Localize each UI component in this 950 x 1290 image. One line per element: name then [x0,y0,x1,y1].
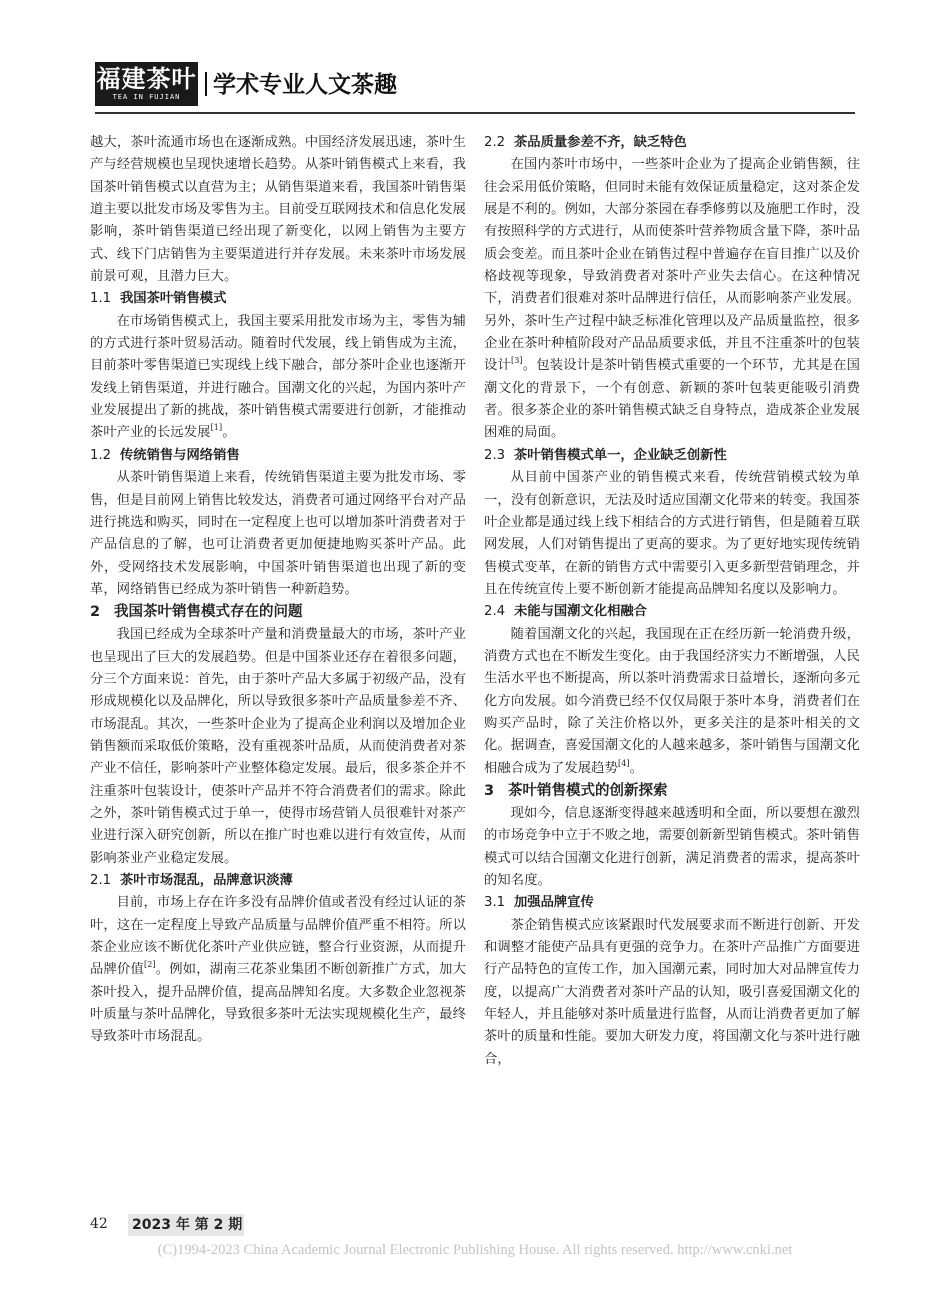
right-column [484,132,860,1071]
paragraph: 在国内茶叶市场中，一些茶叶企业为了提高企业销售额，往往会采用低价策略，但同时未能有效保证质量稳定，这对茶企发展是不利的。例如，大部分茶园在春季修剪以及施肥工作时，没有按照科学的方式进行，从而使茶叶营养物质含量下降，茶叶品质会变差。而且茶叶企业在销售过程中普遍存在盲目推广以及价格歧视等现象，导致消费者对茶叶产业失去信心。在这种情况下，消费者们很难对茶叶品牌进行信任，从而影响茶产业发展。另外，茶叶生产过程中缺乏标准化管理以及产品质量监控，很多企业在茶叶种植阶段对产品品质要求低，并且不注重茶叶的包装设计[3]。包装设计是茶叶销售模式重要的一个环节，尤其是在国潮文化的背景下，一个有创意、新颖的茶叶包装更能吸引消费者。很多茶企业的茶叶销售模式缺乏自身特点，造成茶企业发展困难的局面。 [484,157,861,441]
section-heading-2-1: 2.1 茶叶市场混乱，品牌意识淡薄 [90,873,293,888]
journal-header [95,62,855,108]
slogan-text: 学术专业人文茶趣 [213,72,397,98]
citation-ref: [3] [511,356,523,366]
paragraph: 在市场销售模式上，我国主要采用批发市场为主，零售为辅的方式进行茶叶贸易活动。随着时代发展，线上销售成为主流，目前茶叶零售渠道已实现线上线下融合，部分茶叶企业也逐渐开发线上销售渠道，并进行融合。国潮文化的兴起，为国内茶叶产业发展提出了新的挑战，茶叶销售模式需要进行创新，才能推动茶叶产业的长远发展[1]。 [90,313,466,441]
section-heading-1-1: 1.1 我国茶叶销售模式 [90,291,227,307]
section-heading-2-3: 2.3 茶叶销售模式单一，企业缺乏创新性 [484,447,727,463]
section-heading-3: 3 茶叶销售模式的创新探索 [484,782,668,799]
section-heading-3-1: 3.1 加强品牌宣传 [484,895,594,911]
paragraph: 我国已经成为全球茶叶产量和消费量最大的市场，茶叶产业也呈现出了巨大的发展趋势。但是中国茶业还存在着很多问题，分三个方面来说：首先，由于茶叶产品大多属于初级产品，没有形成规模化以及品牌化，所以导致很多茶叶产品质量参差不齐、市场混乱。其次，一些茶叶企业为了提高企业利润以及增加企业销售额而采取低价策略，没有重视茶叶品质，从而使消费者对茶产业不信任，影响茶叶产业整体稳定发展。最后，很多茶企并不注重茶叶包装设计，使茶叶产品并不符合消费者们的需求。除此之外，茶叶销售模式过于单一，使得市场营销人员很难针对茶产业进行深入研究创新，所以在推广时也难以进行有效宣传，从而影响茶业产业稳定发展。 [90,627,466,866]
section-heading-2-4: 2.4 未能与国潮文化相融合 [484,604,647,620]
citation-ref: [2] [143,960,156,970]
citation-ref: [1] [210,423,223,433]
paragraph: 目前，市场上存在许多没有品牌价值或者没有经过认证的茶叶，这在一定程度上导致产品质量与品牌价值严重不相符。所以茶企业应该不断优化茶叶产业供应链，整合行业资源，从而提升品牌价值[2]。例如，湖南三花茶业集团不断创新推广方式，加大茶叶投入，提升品牌价值，提高品牌知名度。大多数企业忽视茶叶质量与茶叶品牌化，导致很多茶叶无法实现规模化生产，最终导致茶叶市场混乱。 [90,895,466,1045]
journal-slogan [205,70,397,100]
copyright-watermark: (C)1994-2023 China Academic Journal Electronic Publishing House. All rights reserved. http://www.cnki.net [157,1242,793,1258]
left-column [90,132,466,1049]
paragraph: 茶企销售模式应该紧跟时代发展要求而不断进行创新、开发和调整才能使产品具有更强的竞争力。在茶叶产品推广方面要进行产品特色的宣传工作，加入国潮元素，同时加大对品牌宣传力度，以提高广大消费者对茶叶产品的认知，吸引喜爱国潮文化的年轻人，并且能够对茶叶质量进行监督，从而让消费者更加了解茶叶的质量和性能。要加大研发力度，将国潮文化与茶叶进行融合， [484,917,860,1067]
section-heading-1-2: 1.2 传统销售与网络销售 [90,447,240,463]
paragraph: 随着国潮文化的兴起，我国现在正在经历新一轮消费升级，消费方式也在不断发生变化。由于我国经济实力不断增强，人民生活水平也不断提高，所以茶叶消费需求日益增长，逐渐向多元化方向发展。如今消费已经不仅仅局限于茶叶本身，消费者们在购买产品时，除了关注价格以外，更多关注的是茶叶相关的文化。据调查，喜爱国潮文化的人越来越多，茶叶销售与国潮文化相融合成为了发展趋势[4]。 [484,626,860,776]
issue-label: 2023 年 第 2 期 [128,1214,244,1236]
logo-subtitle: TEA IN FUJIAN [112,93,181,101]
section-heading-2-2: 2.2 茶品质量参差不齐，缺乏特色 [484,135,687,150]
paragraph: 从茶叶销售渠道上来看，传统销售渠道主要为批发市场、零售，但是目前网上销售比较发达，消费者可通过网络平台对产品进行挑选和购买，同时在一定程度上也可以增加茶叶消费者对于产品信息的了解，也可让消费者更加便捷地购买茶叶产品。此外，受网络技术发展影响，中国茶叶销售渠道也出现了新的变革，网络销售已经成为茶叶销售一种新趋势。 [90,470,466,597]
logo-title: 福建茶叶 [96,64,197,93]
journal-logo [95,62,198,106]
header-rule [95,112,855,114]
paragraph: 现如今，信息逐渐变得越来越透明和全面，所以要想在激烈的市场竞争中立于不败之地，需要创新新型销售模式。茶叶销售模式可以结合国潮文化进行创新，满足消费者的需求，提高茶叶的知名度。 [484,805,860,888]
section-heading-2: 2 我国茶叶销售模式存在的问题 [90,604,303,621]
paragraph: 越大，茶叶流通市场也在逐渐成熟。中国经济发展迅速，茶叶生产与经营规模也呈现快速增长趋势。从茶叶销售模式上来看，我国茶叶销售模式以直营为主；从销售渠道来看，我国茶叶销售渠道主要以批发市场及零售为主。目前受互联网技术和信息化发展影响，茶叶销售渠道已经出现了新变化，以网上销售为主要方式、线下门店销售为主要渠道进行并存发展。未来茶叶市场发展前景可观，且潜力巨大。 [90,135,466,285]
page-number: 42 [90,1216,108,1232]
paragraph: 从目前中国茶产业的销售模式来看，传统营销模式较为单一，没有创新意识，无法及时适应国潮文化带来的转变。我国茶叶企业都是通过线上线下相结合的方式进行销售，但是随着互联网发展，人们对销售提出了更高的要求。为了更好地实现传统销售模式变革，在新的销售方式中需要引入更多新型营销理念，并且在传统宣传上要不断创新才能提高品牌知名度以及影响力。 [484,470,860,597]
slogan-divider [205,72,207,96]
citation-ref: [4] [617,758,630,768]
